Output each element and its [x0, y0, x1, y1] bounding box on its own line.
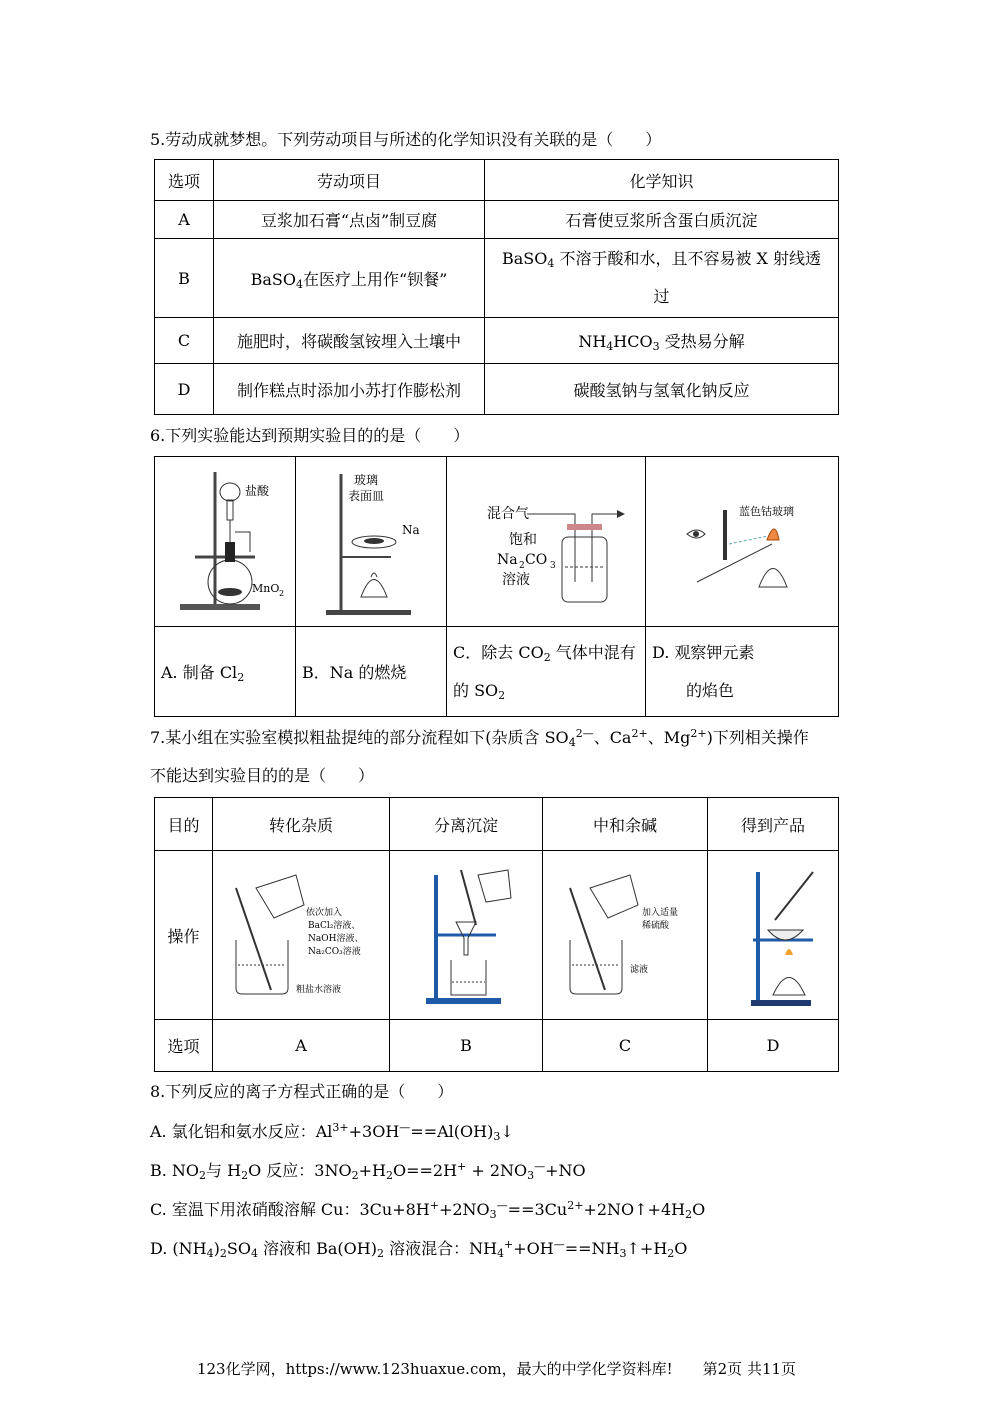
- q7-option: C: [543, 1020, 708, 1072]
- q5-opt: A: [155, 201, 214, 239]
- q7-figure-c: [543, 851, 708, 1020]
- sodium-burning-icon: [296, 462, 446, 622]
- q7-figure-d: [708, 851, 839, 1020]
- q5-row-d: [155, 364, 839, 415]
- q7-header: 分离沉淀: [390, 798, 543, 851]
- q5-know: 石膏使豆浆所含蛋白质沉淀: [485, 201, 839, 239]
- q6-stem: 6.下列实验能达到预期实验目的的是（ ）: [150, 426, 470, 445]
- svg-text:NaOH溶液、: NaOH溶液、: [308, 934, 364, 944]
- q5-know: BaSO$_4$ 不溶于酸和水，且不容易被 X 射线透 过: [485, 239, 839, 318]
- svg-text:2: 2: [519, 560, 525, 571]
- q7-option: B: [390, 1020, 543, 1072]
- neutralization-icon: [550, 860, 700, 1010]
- q5-opt: B: [155, 239, 214, 318]
- chlorine-apparatus-icon: [155, 462, 295, 622]
- svg-text:蓝色钴玻璃: 蓝色钴玻璃: [739, 504, 794, 518]
- q7-header: 中和余碱: [543, 798, 708, 851]
- q5-opt: C: [155, 318, 214, 364]
- q5-know: 碳酸氢钠与氢氧化钠反应: [485, 364, 839, 415]
- gas-washing-bottle-icon: [447, 462, 645, 622]
- q5-work: 豆浆加石膏“点卤”制豆腐: [214, 201, 485, 239]
- q7-figure-b: [390, 851, 543, 1020]
- q8-option-a: A. 氯化铝和氨水反应：$Al^{3+}+3OH^—==Al(OH)_3↓$: [150, 1121, 514, 1143]
- q8-stem: 8.下列反应的离子方程式正确的是（ ）: [150, 1082, 454, 1101]
- q5-opt: D: [155, 364, 214, 415]
- q6-figure-c: [447, 457, 646, 627]
- q6-figure-d: [646, 457, 839, 627]
- q5-header-knowledge: 化学知识: [485, 160, 839, 201]
- svg-text:Na: Na: [402, 522, 420, 537]
- q5-header-option: 选项: [155, 160, 214, 201]
- q6-option-c: C．除去 $CO_2$ 气体中混有 的 $SO_2$: [447, 627, 646, 717]
- q5-work: BaSO$_4$在医疗上用作“钡餐”: [214, 239, 485, 318]
- q7-header: 得到产品: [708, 798, 839, 851]
- q7-row-label: 操作: [155, 851, 213, 1020]
- q7-option: A: [213, 1020, 390, 1072]
- q5-work: 制作糕点时添加小苏打作膨松剂: [214, 364, 485, 415]
- beaker-pouring-icon: [216, 860, 386, 1010]
- svg-text:MnO: MnO: [252, 581, 280, 595]
- q6-figure-a: [155, 457, 296, 627]
- q5-header-work: 劳动项目: [214, 160, 485, 201]
- svg-text:2: 2: [279, 588, 285, 598]
- svg-text:混合气: 混合气: [487, 505, 529, 522]
- q5-table: [154, 159, 839, 415]
- filtration-icon: [396, 860, 536, 1010]
- q6-option-d: D. 观察钾元素 的焰色: [646, 627, 839, 717]
- svg-text:依次加入: 依次加入: [306, 908, 343, 918]
- q5-row-c: [155, 318, 839, 364]
- svg-text:盐酸: 盐酸: [245, 483, 270, 498]
- svg-text:Na: Na: [497, 551, 518, 568]
- q7-stem-line2: 不能达到实验目的的是（ ）: [150, 766, 375, 785]
- svg-text:稀硫酸: 稀硫酸: [642, 921, 670, 931]
- q5-know: $NH_4HCO_3$ 受热易分解: [485, 318, 839, 364]
- q7-table: [154, 797, 839, 1072]
- svg-text:Na₂CO₃溶液: Na₂CO₃溶液: [308, 947, 361, 957]
- q6-option-b: B．Na 的燃烧: [296, 627, 447, 717]
- q7-option: D: [708, 1020, 839, 1072]
- q5-row-b: [155, 239, 839, 318]
- q8-option-d: D. $(NH_4)_2SO_4$ 溶液和 $Ba(OH)_2$ 溶液混合：$NH_4^++OH^—==NH_3↑+H_2O$: [150, 1238, 688, 1260]
- svg-text:表面皿: 表面皿: [348, 488, 385, 503]
- svg-text:加入适量: 加入适量: [642, 908, 679, 918]
- svg-text:CO: CO: [525, 551, 548, 568]
- q5-row-a: [155, 201, 839, 239]
- q6-table: [154, 456, 839, 717]
- page-footer: 123化学网，https://www.123huaxue.com，最大的中学化学资料库! 第2页 共11页: [196, 1360, 797, 1378]
- q5-work: 施肥时，将碳酸氢铵埋入土壤中: [214, 318, 485, 364]
- svg-text:BaCl₂溶液、: BaCl₂溶液、: [308, 921, 361, 931]
- q8-option-c: C. 室温下用浓硝酸溶解 Cu：$3Cu+8H^++2NO_3^—==3Cu^{2+}+2NO↑+4H_2O$: [150, 1199, 706, 1221]
- svg-text:溶液: 溶液: [502, 571, 530, 588]
- flame-test-icon: [667, 462, 817, 622]
- svg-text:3: 3: [550, 560, 556, 571]
- q7-stem-line1: 7.某小组在实验室模拟粗盐提纯的部分流程如下(杂质含 $SO_4^{2—}$、$Ca^{2+}$、$Mg^{2+}$)下列相关操作: [150, 727, 809, 749]
- q5-stem: 5.劳动成就梦想。下列劳动项目与所述的化学知识没有关联的是（ ）: [150, 130, 662, 149]
- q7-row-label: 选项: [155, 1020, 213, 1072]
- q7-figure-a: [213, 851, 390, 1020]
- q6-option-a: A. 制备 $Cl_2$: [155, 627, 296, 717]
- q8-option-b: B. $NO_2$与 $H_2O$ 反应：$3NO_2+H_2O==2H^+ + 2NO_3^—+NO$: [150, 1160, 586, 1182]
- q7-header: 目的: [155, 798, 213, 851]
- svg-text:饱和: 饱和: [509, 531, 537, 548]
- svg-text:粗盐水溶液: 粗盐水溶液: [296, 985, 342, 995]
- svg-text:滤液: 滤液: [630, 965, 649, 975]
- svg-text:玻璃: 玻璃: [354, 472, 379, 487]
- q6-figure-b: [296, 457, 447, 627]
- evaporation-icon: [713, 860, 833, 1010]
- q7-header: 转化杂质: [213, 798, 390, 851]
